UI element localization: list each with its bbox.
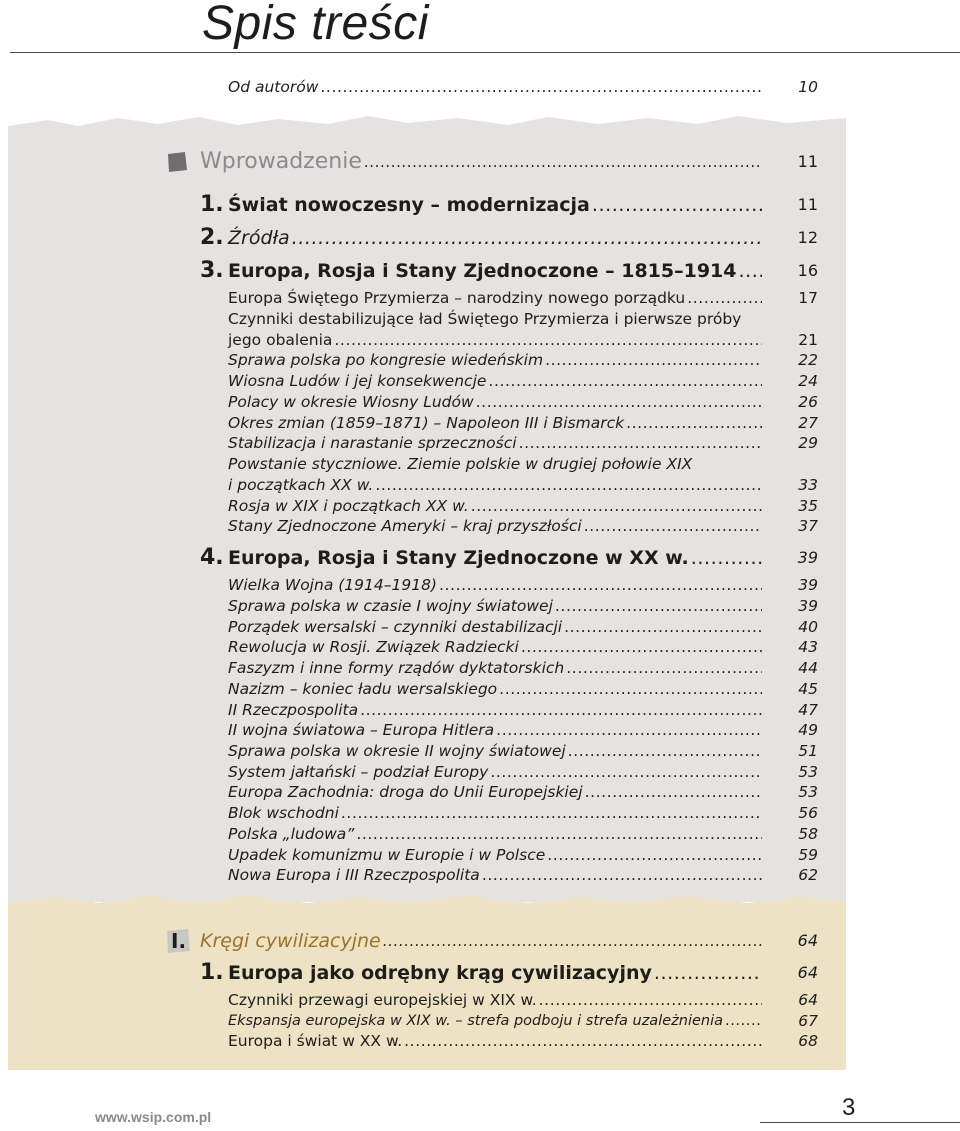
toc-chapter-label: Europa, Rosja i Stany Zjednoczone w XX w. [228, 547, 689, 569]
toc-entry[interactable] [228, 1031, 818, 1051]
toc-chapter-label: Europa, Rosja i Stany Zjednoczone – 1815–1914 [228, 260, 737, 282]
toc-entry[interactable] [228, 990, 818, 1010]
leader-dots [375, 478, 762, 495]
toc-entry-label: Wielka Wojna (1914–1918) [228, 576, 437, 594]
toc-page-number: 47 [798, 701, 818, 719]
leader-dots [691, 549, 762, 570]
toc-page-number: 11 [797, 195, 818, 214]
toc-entry-label-cont: i początkach XX w. [228, 476, 374, 494]
toc-page-number: 16 [797, 261, 818, 280]
toc-entry-line1[interactable] [228, 309, 818, 329]
toc-page-number: 27 [798, 414, 818, 432]
leader-dots [499, 682, 762, 699]
toc-entry[interactable] [228, 330, 818, 350]
toc-entry[interactable] [228, 413, 818, 433]
chapter-number: 2. [200, 225, 224, 250]
toc-entry-label: II Rzeczpospolita [228, 701, 359, 719]
leader-dots [654, 964, 762, 985]
toc-entry[interactable] [228, 658, 818, 678]
toc-page-number: 39 [798, 597, 818, 615]
toc-entry[interactable] [228, 575, 818, 595]
toc-entry-label: Od autorów [228, 78, 319, 96]
toc-entry[interactable] [228, 741, 818, 761]
toc-page-number: 67 [798, 1012, 818, 1030]
toc-chapter-label: Świat nowoczesny – modernizacja [228, 194, 590, 216]
toc-entry-line1[interactable] [228, 454, 818, 474]
toc-page-number: 49 [798, 721, 818, 739]
section-marker-icon [166, 151, 188, 177]
toc-page-number: 64 [797, 931, 818, 950]
leader-dots [521, 640, 762, 657]
toc-page-number: 39 [798, 576, 818, 594]
leader-dots [476, 395, 762, 412]
toc-page-number: 26 [798, 393, 818, 411]
toc-entry-label: Upadek komunizmu w Europie i w Polsce [228, 846, 546, 864]
toc-entry[interactable] [228, 288, 818, 308]
toc-entry[interactable] [228, 371, 818, 391]
toc-entry[interactable] [228, 782, 818, 802]
toc-entry-label: Europa Świętego Przymierza – narodziny nowego porządku [228, 289, 686, 307]
toc-page-number: 44 [798, 659, 818, 677]
toc-page-number: 10 [798, 78, 818, 96]
leader-dots [725, 1015, 762, 1031]
toc-page-number: 45 [798, 680, 818, 698]
leader-dots [568, 744, 762, 761]
footer-rule [760, 1122, 960, 1123]
leader-dots [564, 620, 762, 637]
toc-page-number: 58 [798, 825, 818, 843]
toc-entry-label: Blok wschodni [228, 804, 339, 822]
toc-page-number: 53 [798, 763, 818, 781]
chapter-number: 1. [200, 960, 224, 985]
leader-dots [545, 353, 762, 370]
toc-entry-label: Faszyzm i inne formy rządów dyktatorskich [228, 659, 565, 677]
leader-dots [488, 374, 762, 391]
title-rule [10, 52, 960, 53]
toc-entry-label: Porządek wersalski – czynniki destabilizacji [228, 618, 563, 636]
toc-entry-label: Czynniki przewagi europejskiej w XIX w. [228, 991, 537, 1009]
toc-chapter-2[interactable] [228, 226, 818, 250]
leader-dots [739, 262, 762, 283]
toc-entry[interactable] [228, 617, 818, 637]
toc-page-number: 35 [798, 497, 818, 515]
toc-entry[interactable] [228, 845, 818, 865]
page-number: 3 [842, 1094, 856, 1121]
toc-entry[interactable] [228, 596, 818, 616]
toc-entry-label: Nowa Europa i III Rzeczpospolita [228, 866, 480, 884]
toc-page-number: 17 [798, 289, 818, 307]
leader-dots [404, 1034, 762, 1051]
leader-dots [547, 848, 762, 865]
toc-entry[interactable] [228, 865, 818, 885]
leader-dots [439, 578, 762, 595]
leader-dots [555, 599, 762, 616]
toc-section-label: Wprowadzenie [200, 149, 362, 174]
toc-entry-label-cont: jego obalenia [228, 331, 333, 349]
toc-page-number: 62 [798, 866, 818, 884]
toc-entry-label: Rosja w XIX i początkach XX w. [228, 497, 469, 515]
leader-dots [539, 993, 762, 1010]
toc-entry[interactable] [228, 392, 818, 412]
toc-page-number: 64 [798, 991, 818, 1009]
toc-chapter-label: Źródła [228, 227, 290, 249]
leader-dots [360, 703, 762, 720]
toc-page-number: 43 [798, 638, 818, 656]
toc-page-number: 21 [798, 331, 818, 349]
toc-entry[interactable] [228, 720, 818, 740]
leader-dots [585, 785, 762, 802]
toc-entry-intro[interactable] [228, 77, 818, 97]
toc-entry-label: Ekspansja europejska w XIX w. – strefa podboju i strefa uzależnienia [228, 1013, 723, 1029]
leader-dots [482, 868, 762, 885]
chapter-number: 4. [200, 545, 224, 570]
toc-entry-label: Czynniki destabilizujące ład Świętego Przymierza i pierwsze próby [228, 310, 742, 328]
toc-entry-label: Wiosna Ludów i jej konsekwencje [228, 372, 487, 390]
leader-dots [383, 939, 762, 956]
leader-dots [320, 80, 762, 97]
toc-entry[interactable] [228, 475, 818, 495]
toc-entry-label: Sprawa polska po kongresie wiedeńskim [228, 351, 544, 369]
toc-page-number: 64 [797, 963, 818, 982]
toc-entry-label: Powstanie styczniowe. Ziemie polskie w drugiej połowie XIX [228, 455, 693, 473]
toc-entry-label: Europa Zachodnia: droga do Unii Europejskiej [228, 783, 583, 801]
toc-entry[interactable] [228, 496, 818, 516]
toc-entry[interactable] [228, 700, 818, 720]
footer-url[interactable]: www.wsip.com.pl [95, 1109, 212, 1125]
leader-dots [356, 827, 762, 844]
toc-page-number: 40 [798, 618, 818, 636]
leader-dots [334, 333, 762, 350]
toc-entry-label: Polska „ludowa” [228, 825, 355, 843]
toc-page-number: 51 [798, 742, 818, 760]
toc-entry-label: Europa i świat w XX w. [228, 1032, 403, 1050]
toc-entry-label: System jałtański – podział Europy [228, 763, 489, 781]
toc-entry-label: Stabilizacja i narastanie sprzeczności [228, 434, 517, 452]
toc-entry[interactable] [228, 679, 818, 699]
toc-entry[interactable] [228, 433, 818, 453]
toc-entry-label: Polacy w okresie Wiosny Ludów [228, 393, 474, 411]
toc-entry[interactable] [228, 762, 818, 782]
toc-entry[interactable] [228, 637, 818, 657]
toc-entry[interactable] [228, 516, 818, 536]
toc-entry-label: Nazizm – koniec ładu wersalskiego [228, 680, 498, 698]
chapter-number: 3. [200, 258, 224, 283]
toc-entry[interactable] [228, 1011, 818, 1031]
leader-dots [364, 160, 762, 177]
toc-page-number: 22 [798, 351, 818, 369]
toc-page-number: 39 [797, 548, 818, 567]
toc-entry[interactable] [228, 824, 818, 844]
toc-page-number: 33 [798, 476, 818, 494]
toc-entry[interactable] [228, 803, 818, 823]
chapter-number: 1. [200, 192, 224, 217]
toc-section-label: Kręgi cywilizacyjne [200, 930, 381, 952]
leader-dots [687, 291, 762, 308]
toc-entry-label: Sprawa polska w czasie I wojny światowej [228, 597, 553, 615]
toc-chapter-label: Europa jako odrębny krąg cywilizacyjny [228, 962, 652, 984]
leader-dots [626, 416, 762, 433]
page-title: Spis treści [202, 0, 429, 50]
toc-page-number: 24 [798, 372, 818, 390]
leader-dots [496, 723, 762, 740]
toc-chapter-4[interactable] [228, 546, 818, 570]
toc-page-number: 11 [797, 152, 818, 171]
leader-dots [519, 436, 762, 453]
toc-page-number: 56 [798, 804, 818, 822]
toc-section-wprowadzenie[interactable] [200, 148, 818, 176]
leader-dots [471, 499, 762, 516]
leader-dots [341, 806, 762, 823]
toc-entry[interactable] [228, 350, 818, 370]
toc-chapter-1[interactable] [228, 193, 818, 217]
toc-entry-label: Stany Zjednoczone Ameryki – kraj przyszłości [228, 517, 582, 535]
toc-entry-label: Sprawa polska w okresie II wojny światowej [228, 742, 566, 760]
leader-dots [592, 196, 762, 217]
leader-dots [584, 519, 762, 536]
toc-section-kregi[interactable] [200, 927, 818, 955]
toc-page-number: 68 [798, 1032, 818, 1050]
leader-dots [490, 765, 762, 782]
toc-page-number: 53 [798, 783, 818, 801]
toc-page-number: 59 [798, 846, 818, 864]
toc-entry-label: Okres zmian (1859–1871) – Napoleon III i Bismarck [228, 414, 625, 432]
toc-chapter-1-kregi[interactable] [228, 961, 818, 985]
toc-chapter-3[interactable] [228, 259, 818, 283]
toc-page-number: 12 [797, 228, 818, 247]
leader-dots [292, 229, 762, 250]
toc-entry-label: Rewolucja w Rosji. Związek Radziecki [228, 638, 519, 656]
toc-entry-label: II wojna światowa – Europa Hitlera [228, 721, 495, 739]
toc-page-number: 29 [798, 434, 818, 452]
toc-page-number: 37 [798, 517, 818, 535]
leader-dots [566, 661, 762, 678]
section-number: I. [171, 929, 187, 953]
